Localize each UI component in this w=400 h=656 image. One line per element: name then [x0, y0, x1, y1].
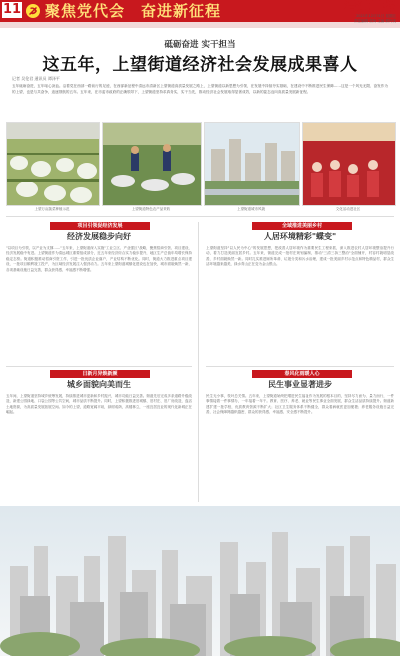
- divider: [206, 366, 394, 367]
- section-body: "以项目为引领，以产业为支撑……"五年来，上望街道深入实施"工业立区、产业强区"战略，聚焦招商引资、项目建设，经济发展稳中有进。上望街道作为清远城区重要组成部分，近五年来经济综合实力稳步提升，地区生产总值年均增长保持稳定态势。街道积极推动招商引资工作，引进一批优质企业落户，产业结构不断优化。同时，街道大力推进重点项目建设，一批项目顺利竣工投产，为区域经济发展注入强劲动力。五年来上望街道城镇化建设也在加快，城市面貌焕然一新，各项基础设施日益完善，群众获得感、幸福感不断增强。: [6, 246, 192, 272]
- section-body: 民生无小事，枝叶总关情。五年来，上望街道始终把增进民生福祉作为发展的根本目的，坚持尽力而为、量力而行，一件事情接着一件事情办，一年接着一年干。教育、医疗、养老、就业等民生事业全面发展，群众生活品质持续提升。街道新建扩建一批学校，优质教育资源不断扩大；社区卫生服务体系不断健全，群众看病就医更加便捷；养老服务设施日益完善，社会保障网越织越密，群众的获得感、幸福感、安全感不断提升。: [206, 394, 394, 415]
- page-number: 11: [2, 2, 22, 17]
- city-panorama-photo: [0, 506, 400, 656]
- section-body: 上望街道坚持"以人民为中心"的发展思想，把改善人居环境作为重要民生工程来抓，深入推进农村人居环境整治提升行动，着力打造美丽宜居乡村。五年来，街道完成一批村庄规划编制，推动"三清三拆三整治"全面铺开，村容村貌明显改善，乡村面貌焕然一新。同时扎实推进厕所革命、垃圾分类和污水治理，建成一批美丽乡村示范点和特色精品村，群众生活环境越来越美，绿水青山正在变为金山银山。: [206, 246, 394, 267]
- photo-city-view: [204, 122, 300, 206]
- photo-vegetable-field: [6, 122, 100, 206]
- section-title: 人居环境精彩"蝶变": [263, 232, 337, 241]
- newspaper-logo: 清远日报: [343, 0, 396, 15]
- column-divider: [198, 222, 199, 502]
- section-band-title: 聚焦党代会 奋进新征程: [45, 2, 222, 20]
- section-title: 民生事业显著进步: [268, 380, 332, 389]
- article-kicker: 砥砺奋进 实干担当: [164, 40, 236, 50]
- photo-caption: 上望万亩蔬菜种植示范: [34, 207, 70, 211]
- section-title: 城乡面貌向美而生: [67, 380, 131, 389]
- article-lead: 五年砥砺奋进，五年呕心沥血。沿着党在西部一路前行的足迹，在西部新征程中清远市清新区上望街道高质量发展之路上，上望街道以新思想为引领，在发展中持续夯实基础，在建设中不断推进民生保障……这是一个风光无限、奋发作为的上望，也是与共奋争，追逐领航的五年。五年来，在市委市政府的正确领导下，上望街道坚持求真务实，实干当先，推动经济社会发展取得显著成效，以新的姿态迈向高质量发展新征程。: [12, 84, 388, 94]
- divider: [6, 366, 192, 367]
- section-label: 项目引领促经济发展: [50, 222, 150, 230]
- photo-community-event: [302, 122, 396, 206]
- photo-harvest-workers: [102, 122, 202, 206]
- section-title: 经济发展稳步向好: [67, 232, 131, 241]
- section-label: 春风化雨暖人心: [252, 370, 352, 378]
- article-headline: 这五年，上望街道经济社会发展成果喜人: [42, 55, 358, 75]
- photo-caption: 文化活动进社区: [335, 207, 361, 211]
- divider: [6, 216, 394, 217]
- issue-meta: 2021年12月31日 星期五 责任编辑 张杨 主编 熊丹美: [354, 14, 396, 23]
- section-label: 日新月异焕新颜: [50, 370, 150, 378]
- section-body: 五年间，上望街道坚持城乡统筹发展，持续推进城市更新和乡村振兴，城市功能日益完善。街道先后完成多条道路升级改造，新建公园绿地、口袋公园等公共空间，城市品质不断提升。同时，上望积极推进旧城镇、旧村庄、旧厂房改造，盘活土地资源，为高质量发展拓展空间。如今的上望，道路宽阔平坦，绿树成荫，高楼林立，一座宜居宜业的现代化新城正在崛起。: [6, 394, 192, 415]
- party-emblem-icon: [25, 3, 41, 19]
- photo-caption: 上望街道城市风貌: [237, 207, 265, 211]
- article-byline: 记者 吴伦君 通讯员 谭泽平: [12, 76, 60, 81]
- photo-caption: 上望街道特色农产品采收: [131, 207, 171, 211]
- section-label: 全域推进美丽乡村: [252, 222, 352, 230]
- header-subbar: [0, 22, 400, 28]
